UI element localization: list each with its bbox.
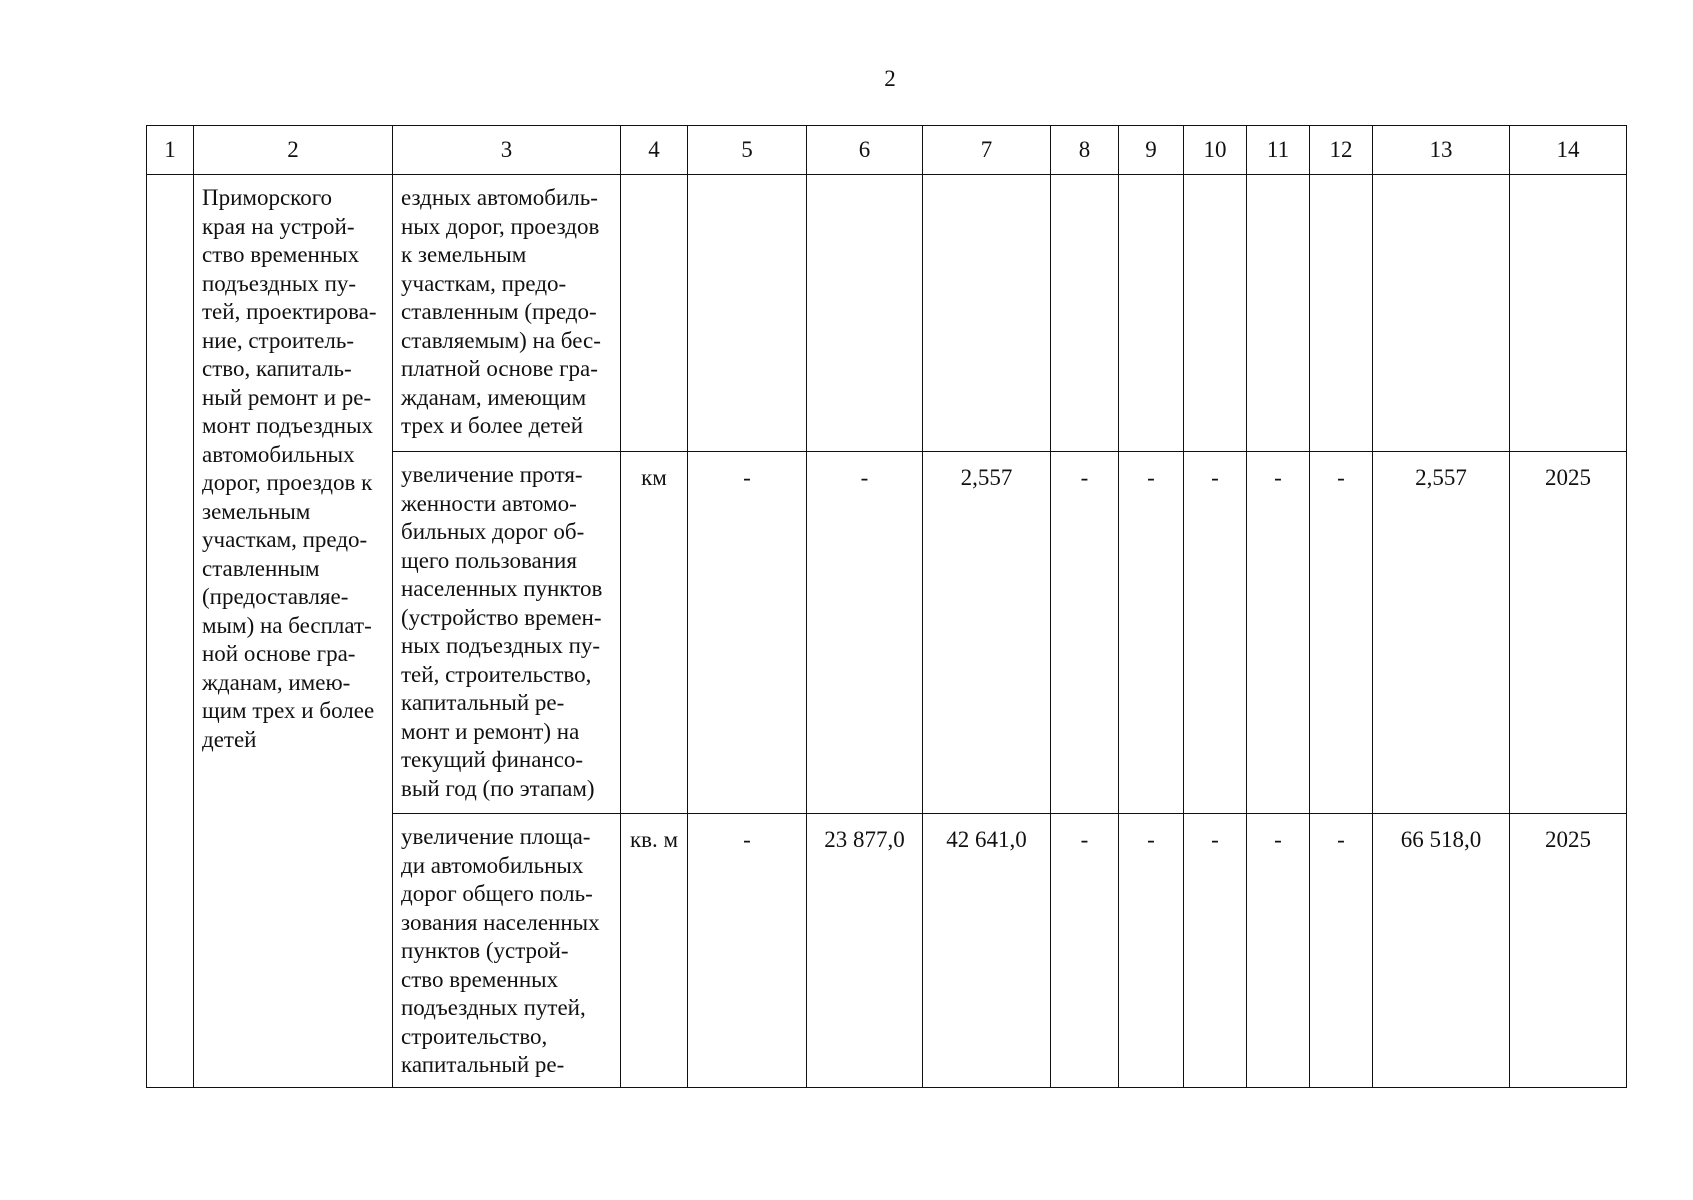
value-cell: 66 518,0 [1373, 814, 1510, 1088]
header-cell: 11 [1247, 126, 1310, 175]
header-cell: 5 [688, 126, 807, 175]
value-cell: - [1184, 452, 1247, 814]
data-table [146, 125, 1627, 1088]
value-cell: 42 641,0 [923, 814, 1051, 1088]
table-row [147, 175, 1627, 452]
value-cell: - [1247, 452, 1310, 814]
value-cell [688, 175, 807, 452]
value-cell [1184, 175, 1247, 452]
measure-description-cell: Приморского края на устрой- ство временных подъездных пу- тей, проектирова- ние, строитель- ство, капиталь- ный ремонт и ре- монт подъездных автомобильных дорог, проездов к земельным участкам, предо- ставленным (предоставляе- мым) на бесплат- ной основе гра- жданам, имею- щим трех и более детей [194, 175, 393, 1088]
year-cell: 2025 [1510, 452, 1627, 814]
header-cell: 1 [147, 126, 194, 175]
header-cell: 14 [1510, 126, 1627, 175]
value-cell [1119, 175, 1184, 452]
indicator-cell: увеличение площа- ди автомобильных дорог общего поль- зования населенных пунктов (устрой- ство временных подъездных путей, строительство, капитальный ре- [393, 814, 621, 1088]
value-cell [923, 175, 1051, 452]
unit-cell [621, 175, 688, 452]
header-cell: 6 [807, 126, 923, 175]
value-cell: - [1119, 814, 1184, 1088]
value-cell: - [1184, 814, 1247, 1088]
header-cell: 8 [1051, 126, 1119, 175]
value-cell: - [1310, 814, 1373, 1088]
value-cell: - [688, 452, 807, 814]
value-cell [1051, 175, 1119, 452]
header-cell: 13 [1373, 126, 1510, 175]
value-cell: - [1310, 452, 1373, 814]
value-cell [1247, 175, 1310, 452]
value-cell: - [1247, 814, 1310, 1088]
value-cell: - [1051, 814, 1119, 1088]
page-number: 2 [884, 66, 896, 91]
value-cell: 2,557 [923, 452, 1051, 814]
year-cell [1510, 175, 1627, 452]
value-cell: - [1051, 452, 1119, 814]
header-cell: 3 [393, 126, 621, 175]
row-number-cell [147, 175, 194, 1088]
header-cell: 9 [1119, 126, 1184, 175]
value-cell: - [1119, 452, 1184, 814]
indicator-cell: увеличение протя- женности автомо- бильных дорог об- щего пользования населенных пунктов (устройство времен- ных подъездных пу- тей, строительство, капитальный ре- монт и ремонт) на текущий финансо- вый год (по этапам) [393, 452, 621, 814]
header-cell: 2 [194, 126, 393, 175]
unit-cell: кв. м [621, 814, 688, 1088]
value-cell: - [807, 452, 923, 814]
table-header-row [147, 126, 1627, 175]
value-cell [1373, 175, 1510, 452]
header-cell: 12 [1310, 126, 1373, 175]
year-cell: 2025 [1510, 814, 1627, 1088]
indicator-cell: ездных автомобиль- ных дорог, проездов к земельным участкам, предо- ставленным (предо- ставляемым) на бес- платной основе гра- жданам, имеющим трех и более детей [393, 175, 621, 452]
value-cell [1310, 175, 1373, 452]
value-cell: 23 877,0 [807, 814, 923, 1088]
value-cell [807, 175, 923, 452]
value-cell: - [688, 814, 807, 1088]
header-cell: 4 [621, 126, 688, 175]
value-cell: 2,557 [1373, 452, 1510, 814]
header-cell: 10 [1184, 126, 1247, 175]
unit-cell: км [621, 452, 688, 814]
header-cell: 7 [923, 126, 1051, 175]
